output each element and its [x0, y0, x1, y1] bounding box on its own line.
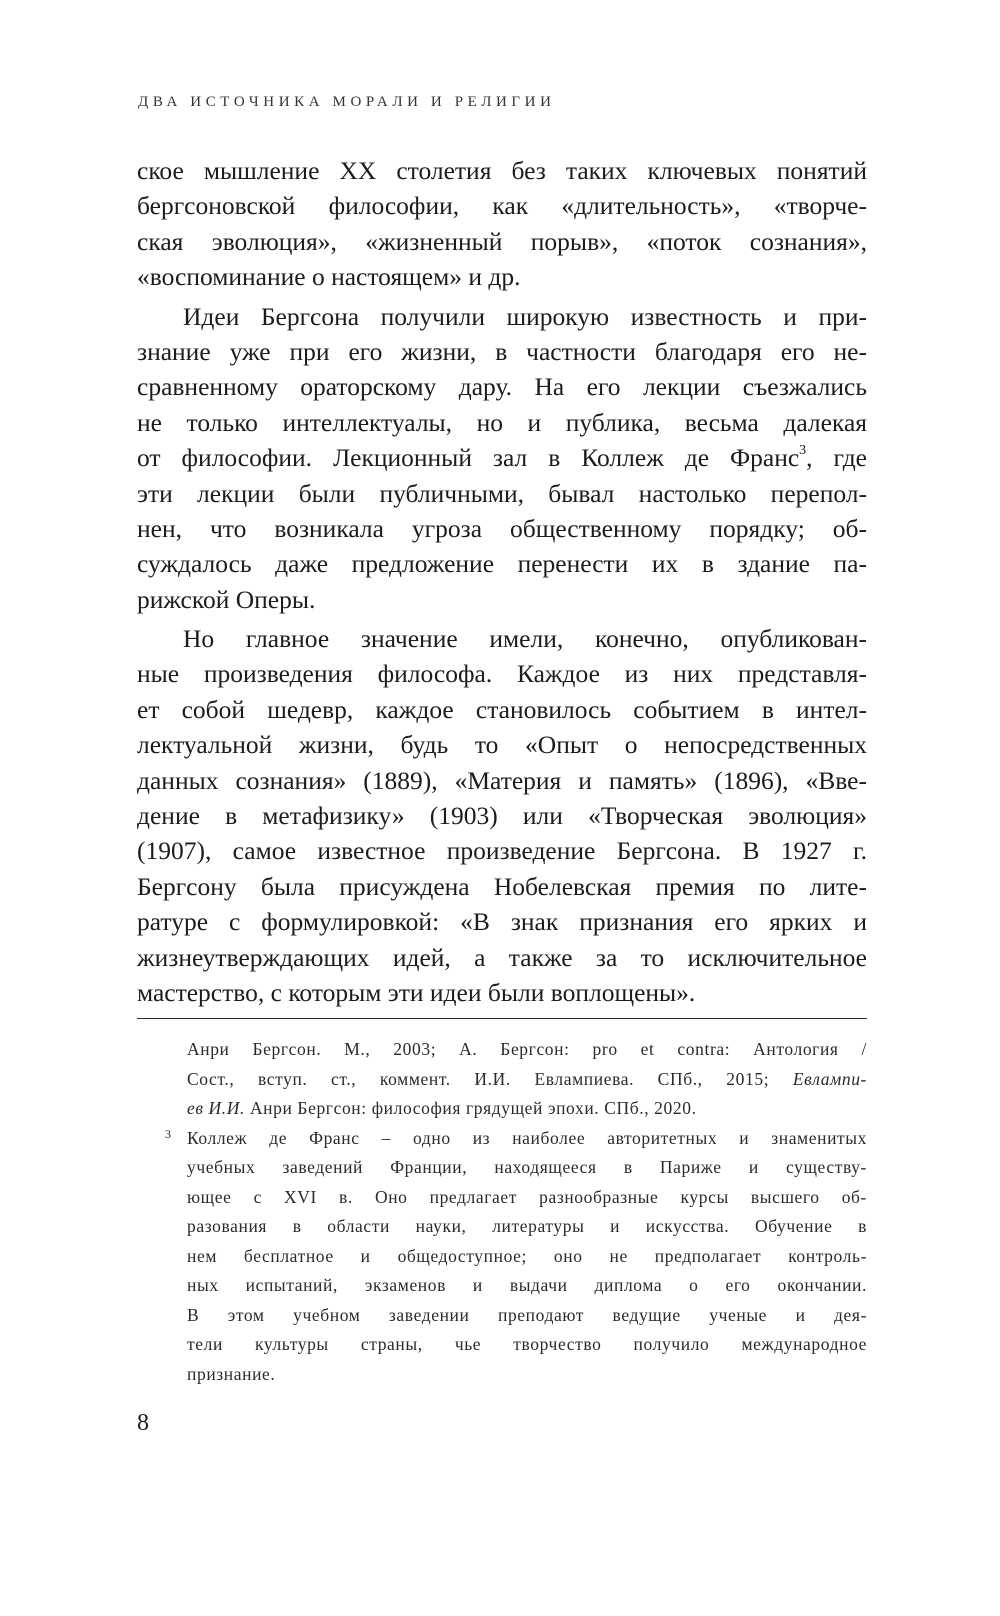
- paragraph-3: [137, 621, 867, 1010]
- text-segment: от философии. Лекционный зал в Коллеж де Франс: [137, 443, 800, 473]
- footnote-reference: 3: [799, 443, 807, 459]
- footnote-line: ющее с XVI в. Оно предлагает разнообразные курсы высшего об-: [187, 1186, 867, 1207]
- footnote-line: [187, 1094, 867, 1124]
- text-line: ет собой шедевр, каждое становилось событием в интел-: [137, 694, 867, 724]
- footnotes: [165, 1035, 867, 1389]
- text-line: дение в метафизику» (1903) или «Творческая эволюция»: [137, 801, 867, 831]
- text-line: эти лекции были публичными, бывал настолько перепол-: [137, 478, 867, 508]
- footnote-line: [187, 1065, 867, 1095]
- footnote-line: Анри Бергсон. М., 2003; А. Бергсон: pro et contra: Антология /: [187, 1039, 867, 1059]
- text-line: Идеи Бергсона получили широкую известность и при-: [183, 301, 867, 331]
- footnote-line: признание.: [187, 1363, 276, 1384]
- text-line: Но главное значение имели, конечно, опубликован-: [183, 624, 867, 654]
- text-line: ское мышление XX столетия без таких ключевых понятий: [137, 156, 867, 185]
- italic-author: ев И.И.: [187, 1098, 245, 1118]
- text-line: «воспоминание о настоящем» и др.: [137, 262, 521, 292]
- text-segment: Сост., вступ. ст., коммент. И.И. Евлампиева. СПб., 2015;: [187, 1068, 793, 1089]
- page-number: 8: [137, 1410, 149, 1436]
- paragraph-2: [137, 299, 867, 618]
- footnote-marker: 3: [165, 1126, 172, 1141]
- footnote-separator: [137, 1018, 867, 1019]
- footnote-line: В этом учебном заведении преподают ведущие ученые и дея-: [187, 1304, 867, 1325]
- footnote-3: [165, 1124, 867, 1390]
- text-line: ская эволюция», «жизненный порыв», «поток сознания»,: [137, 226, 867, 256]
- text-line: лектуальной жизни, будь то «Опыт о непосредственных: [137, 730, 867, 760]
- text-line: бергсоновской философии, как «длительность», «творче-: [137, 191, 867, 221]
- footnote-line: учебных заведений Франции, находящееся в Париже и существу-: [187, 1157, 867, 1177]
- main-text: [137, 153, 867, 1010]
- text-line: сравненному ораторскому дару. На его лекции съезжались: [137, 372, 867, 402]
- italic-author: Евлампи-: [792, 1068, 867, 1089]
- text-line-with-footnote-ref: [137, 440, 867, 475]
- text-line: жизнеутверждающих идей, а также за то исключительное: [137, 942, 867, 972]
- paragraph-1: [137, 153, 867, 295]
- text-line: мастерство, с которым эти идеи были воплощены».: [137, 977, 696, 1007]
- text-segment: , где: [806, 443, 867, 473]
- text-line: (1907), самое известное произведение Бергсона. В 1927 г.: [137, 836, 867, 866]
- text-segment: Анри Бергсон: философия грядущей эпохи. СПб., 2020.: [244, 1098, 697, 1118]
- text-line: суждалось даже предложение перенести их в здание па-: [137, 549, 867, 579]
- text-line: ные произведения философа. Каждое из них представля-: [137, 659, 867, 689]
- footnote-line: тели культуры страны, чье творчество получило международное: [187, 1334, 867, 1354]
- footnote-continuation: [187, 1035, 867, 1124]
- text-line: данных сознания» (1889), «Материя и память» (1896), «Вве-: [137, 765, 867, 795]
- footnote-line: разования в области науки, литературы и искусства. Обучение в: [187, 1216, 867, 1236]
- text-line: знание уже при его жизни, в частности благодаря его не-: [137, 336, 867, 366]
- text-line: не только интеллектуалы, но и публика, весьма далекая: [137, 407, 867, 437]
- running-head: ДВА ИСТОЧНИКА МОРАЛИ И РЕЛИГИИ: [138, 94, 556, 110]
- footnote-line: нем бесплатное и общедоступное; оно не предполагает контроль-: [187, 1245, 867, 1266]
- text-line: нен, что возникала угроза общественному порядку; об-: [137, 513, 867, 543]
- footnote-line: ных испытаний, экзаменов и выдачи диплома о его окончании.: [187, 1275, 867, 1295]
- text-line: рижской Оперы.: [137, 584, 316, 614]
- footnote-line: Коллеж де Франс – одно из наиболее авторитетных и знаменитых: [187, 1127, 867, 1148]
- text-line: ратуре с формулировкой: «В знак признания его ярких и: [137, 907, 867, 937]
- text-line: Бергсону была присуждена Нобелевская премия по лите-: [137, 871, 867, 901]
